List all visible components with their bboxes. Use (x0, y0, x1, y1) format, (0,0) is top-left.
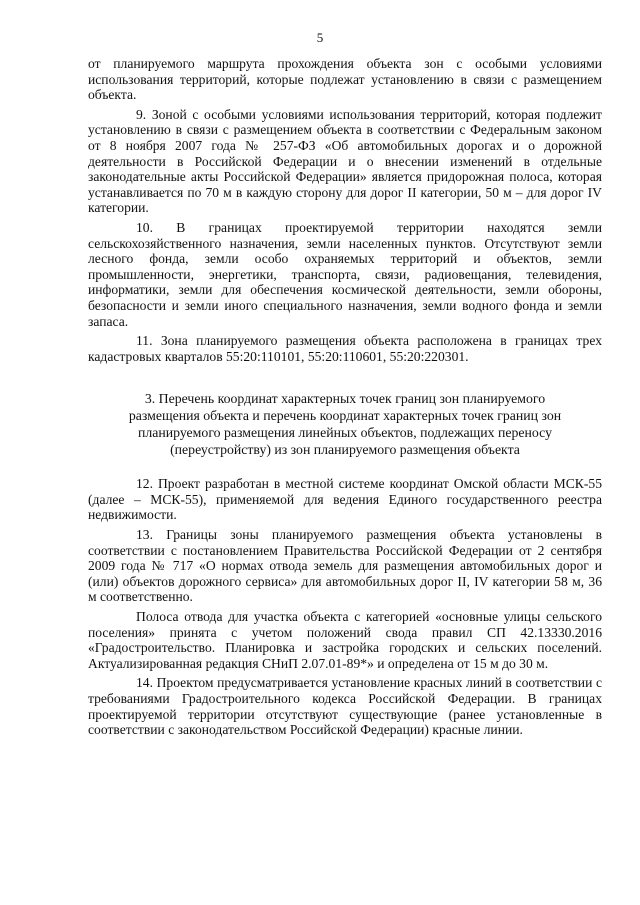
paragraph-9: 9. Зоной с особыми условиями использования территорий, которая подлежит установлению в связи с размещением объекта в соответствии с Федеральным законом от 8 ноября 2007 года № 257-ФЗ «Об автомобильных дорогах и о дорожной деятельности в Российской Федерации и о внесении изменений в отдельные законодательные акты Российской Федерации» является придорожная полоса, которая устанавливается по 70 м в каждую сторону для дорог II категории, 50 м – для дорог IV категории. (88, 106, 602, 216)
paragraph-continuation: от планируемого маршрута прохождения объекта зон с особыми условиями использования территорий, которые подлежат установлению в связи с размещением объекта. (88, 56, 602, 103)
page-number: 5 (316, 30, 324, 45)
paragraph-12: 12. Проект разработан в местной системе координат Омской области МСК-55 (далее – МСК-55), применяемой для ведения Единого государственного реестра недвижимости. (88, 476, 602, 523)
paragraph-10: 10. В границах проектируемой территории находятся земли сельскохозяйственного назначения, земли населенных пунктов. Отсутствуют земли лесного фонда, земли особо охраняемых территорий и объектов, земли промышленности, энергетики, транспорта, связи, радиовещания, телевидения, информатики, земли для обеспечения космической деятельности, земли обороны, безопасности и земли иного специального назначения, земли водного фонда и земли запаса. (88, 219, 602, 329)
paragraph-14: 14. Проектом предусматривается установление красных линий в соответствии с требованиями Градостроительного кодекса Российской Федерации. В границах проектируемой территории отсутствуют существующие (ранее установленные в соответствии с законодательством Российской Федерации) красные линии. (88, 675, 602, 738)
document-body (88, 56, 602, 742)
paragraph-right-of-way: Полоса отвода для участка объекта с категорией «основные улицы сельского поселения» принята с учетом положений свода правил СП 42.13330.2016 «Градостроительство. Планировка и застройка городских и сельских поселений. Актуализированная редакция СНиП 2.07.01-89*» и определена от 15 м до 30 м. (88, 609, 602, 671)
paragraph-13: 13. Границы зоны планируемого размещения объекта установлены в соответствии с постановлением Правительства Российской Федерации от 2 сентября 2009 года № 717 «О нормах отвода земель для размещения автомобильных дорог и (или) объектов дорожного сервиса» для автомобильных дорог II, IV категории 58 м, 36 м соответственно. (88, 527, 602, 605)
paragraph-11: 11. Зона планируемого размещения объекта расположена в границах трех кадастровых кварталов 55:20:110101, 55:20:110601, 55:20:220301. (88, 333, 602, 364)
section-heading: 3. Перечень координат характерных точек границ зон планируемого размещения объекта и перечень координат характерных точек границ зон планируемого размещения линейных объектов, подлежащих переносу (переустройству) из зон планируемого размещения объекта (128, 391, 562, 458)
